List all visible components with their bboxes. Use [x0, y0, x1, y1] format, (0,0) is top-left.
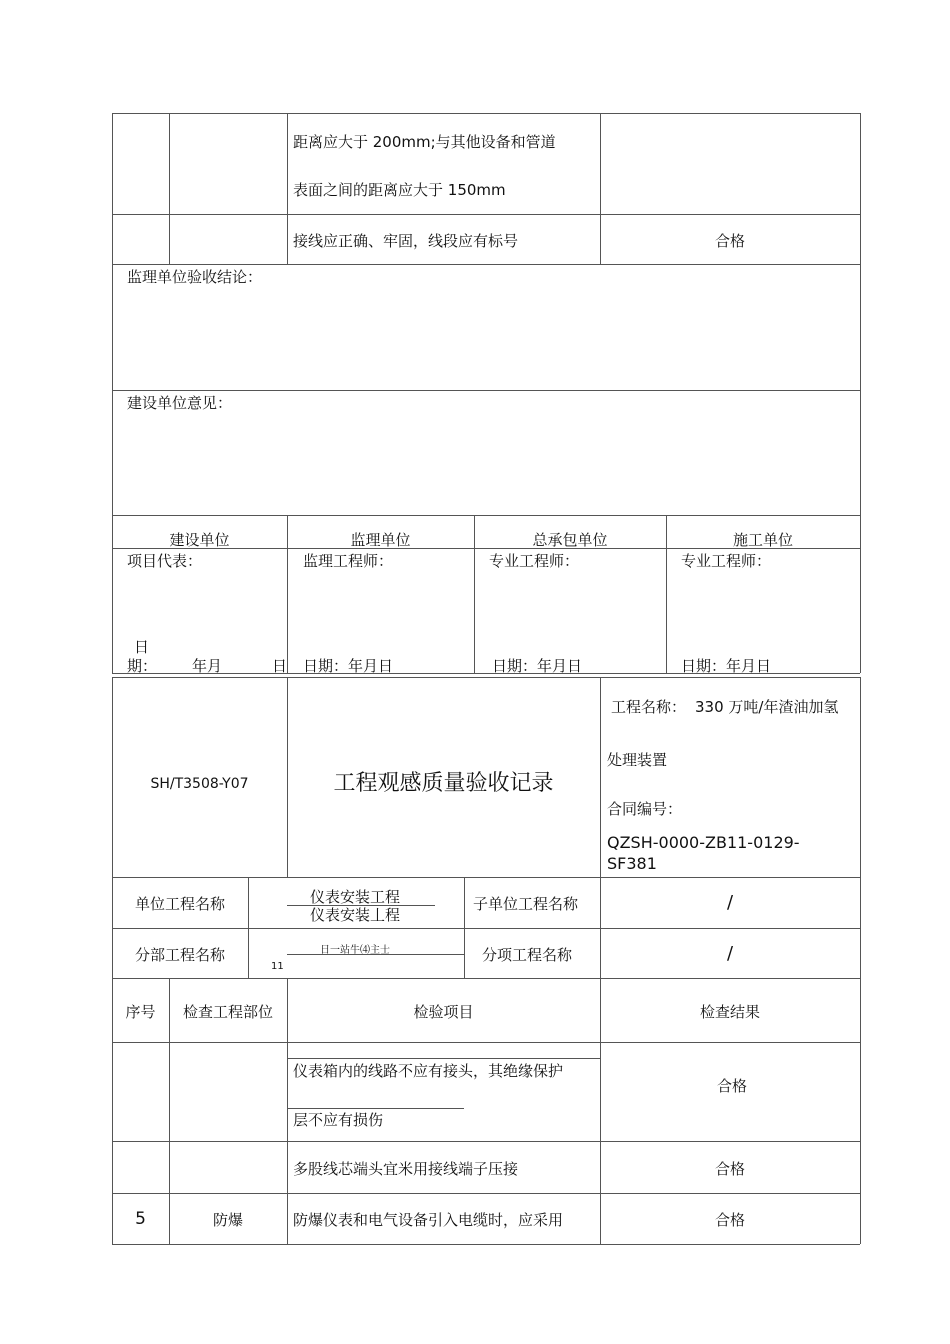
- result-text: 合格: [715, 232, 746, 250]
- sig-date-owner-qi: 期：: [127, 657, 158, 675]
- unit-project-value-a: 仪表安装工程: [310, 888, 401, 906]
- sub-unit-value: /: [726, 892, 734, 913]
- unit-project-value-b: 仪表安装丄程: [310, 906, 401, 924]
- row-content: 多股线芯端头宜米用接线端子压接: [293, 1160, 519, 1178]
- sig-header-constructor: 施工单位: [732, 531, 793, 549]
- sig-header-owner: 建设单位: [169, 531, 230, 549]
- owner-opinion-label: 建设单位意见：: [127, 394, 233, 412]
- sig-role-supervisor: 监理工程师：: [303, 552, 394, 570]
- sig-role-constructor: 专业工程师：: [681, 552, 772, 570]
- sig-date-owner-day: 日: [272, 657, 288, 675]
- sig-date-owner-ri: 日: [134, 638, 150, 656]
- sig-date-general-contractor: 日期：年月日: [492, 657, 583, 675]
- form-code: SH/T3508-Y07: [150, 776, 249, 792]
- division-label: 分部工程名称: [135, 946, 226, 964]
- row-result: 合格: [715, 1160, 746, 1178]
- unit-project-label: 单位工程名称: [135, 895, 226, 913]
- row-result: 合格: [717, 1077, 748, 1095]
- form-title: 工程观感质量验收记录: [333, 771, 554, 796]
- supervisor-conclusion-label: 监理单位验收结论：: [127, 268, 263, 286]
- sig-date-owner-year-month: 年月: [192, 657, 223, 675]
- row-content-line1: 仪表箱内的线路不应有接头，其绝缘保护: [293, 1062, 564, 1080]
- row-result: 合格: [715, 1211, 746, 1229]
- subitem-label: 分项工程名称: [482, 946, 573, 964]
- contract-no-line2: SF381: [607, 854, 657, 873]
- row-no: 5: [135, 1209, 146, 1229]
- row-content: 防爆仪表和电气设备引入电缆时，应采用: [293, 1211, 564, 1229]
- division-value: 日一站牛⑷主士: [320, 945, 390, 956]
- sig-header-general-contractor: 总承包单位: [532, 531, 608, 549]
- project-name-label: 工程名称：: [611, 698, 687, 716]
- row-content-line2: 层不应有损伤: [293, 1111, 384, 1129]
- col-header-part: 检查工程部位: [182, 1003, 273, 1021]
- criteria-text-line2: 表面之间的距离应大于 150mm: [293, 181, 506, 199]
- sig-date-constructor: 日期：年月日: [681, 657, 772, 675]
- sig-date-supervisor: 日期：年月日: [303, 657, 394, 675]
- contract-no-label: 合同编号：: [607, 800, 683, 818]
- project-name-value: 330 万吨/年渣油加氢: [695, 698, 839, 716]
- sig-header-supervisor: 监理单位: [350, 531, 411, 549]
- criteria-text-line1: 距离应大于 200mm;与其他设备和管道: [293, 133, 556, 151]
- subitem-value: /: [726, 943, 734, 964]
- contract-no-line1: QZSH-0000-ZB11-0129-: [607, 833, 800, 852]
- division-prefix: 11: [271, 961, 284, 972]
- sub-unit-label: 子单位工程名称: [473, 895, 579, 913]
- col-header-no: 序号: [125, 1003, 156, 1021]
- row-part: 防爆: [212, 1211, 243, 1229]
- sig-role-general-contractor: 专业工程师：: [489, 552, 580, 570]
- col-header-result: 检查结果: [699, 1003, 760, 1021]
- col-header-item: 检验项目: [413, 1003, 474, 1021]
- criteria-text: 接线应正确、牢固，线段应有标号: [293, 232, 519, 250]
- sig-role-owner: 项目代表：: [127, 552, 203, 570]
- project-name-continuation: 处理装置: [607, 751, 668, 769]
